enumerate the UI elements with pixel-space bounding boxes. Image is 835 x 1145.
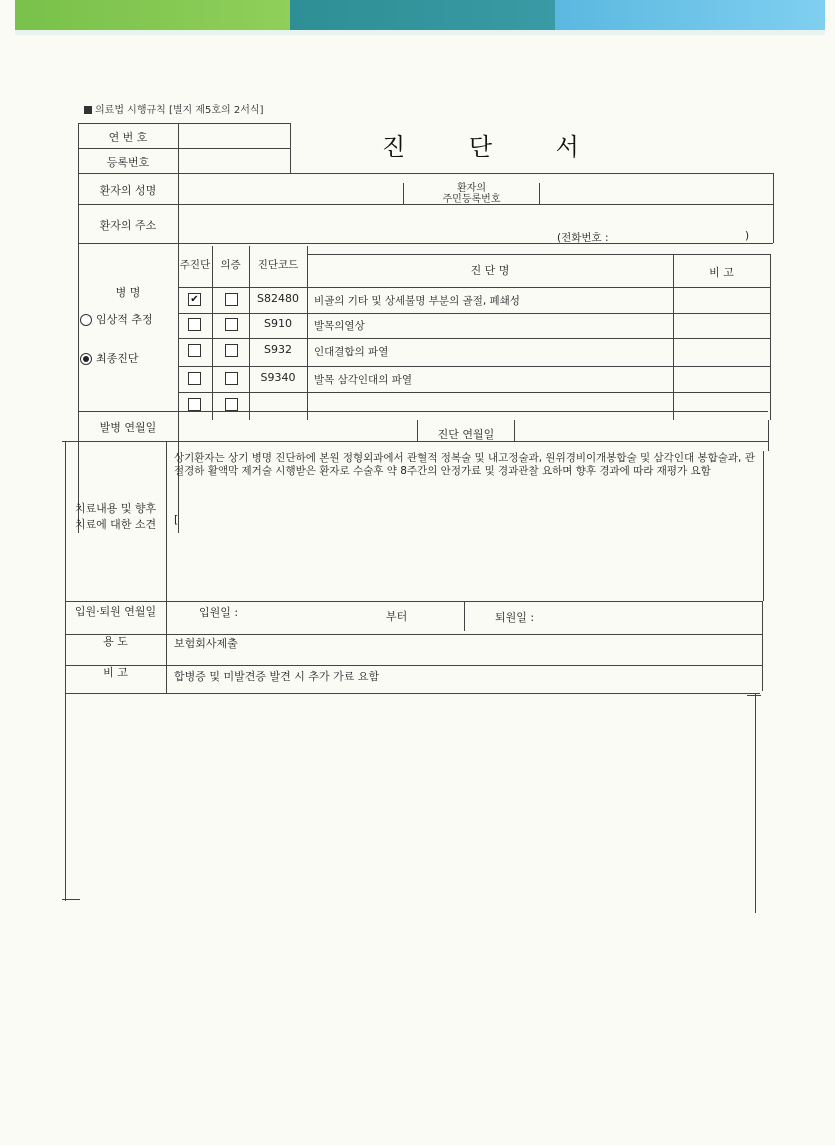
serial-no-field[interactable] [179,124,289,147]
radio-clinical[interactable] [80,311,153,327]
serial-no-label: 연 번 호 [108,131,148,144]
diagnosis-date-field[interactable] [516,421,766,440]
rule [178,366,770,367]
rule [178,287,770,288]
rule [65,601,763,602]
dx-name: 발목 삼각인대의 파열 [314,374,412,386]
rule [78,243,773,244]
main-dx-checkbox[interactable] [188,293,201,306]
admission-label: 입원·퇴원 연월일 [74,605,157,618]
address-label: 환자의 주소 [99,219,157,232]
sub-dx-checkbox[interactable] [225,318,238,331]
rule [178,338,770,339]
patient-name-field[interactable] [180,175,400,202]
treatment-label-line2: 치료에 대한 소견 [74,518,157,531]
rule [768,420,769,451]
rule [770,254,771,420]
header-band-teal [290,0,555,30]
rule [773,173,774,243]
radio-clinical-label: 임상적 추정 [96,313,153,326]
rule [747,695,761,696]
th-sub: 의증 [220,259,241,271]
from-label: 부터 [386,610,408,623]
radio-final-label: 최종진단 [96,352,139,365]
dx-code: S910 [264,317,292,330]
admit-date-label: 입원일 : [199,606,239,619]
treatment-label [65,501,166,533]
phone-close: ) [745,230,750,242]
rule [178,392,770,393]
header-band-blue [555,0,825,30]
phone-label: (전화번호 : [557,232,609,244]
rule [62,441,768,442]
header-band-shadow [15,30,825,35]
treatment-text: 상기환자는 상기 병명 진단하에 본원 정형외과에서 관혈적 정복술 및 내고정술과, 원위경비이개봉합술 및 삼각인대 봉합술과, 관절경하 활액막 제거술 시행받은 환자로 수술후 약 8주간의 안정가료 및 경과관찰 요하며 향후 경과에 따라 재평가 요함 [174,452,755,477]
rule [178,313,770,314]
rule [65,665,762,666]
rule [539,183,540,204]
main-dx-checkbox[interactable] [188,344,201,357]
rule [762,601,763,691]
regulation-text: 의료법 시행규칙 [별지 제5호의 2서식] [95,105,264,116]
th-note: 비 고 [709,266,734,279]
onset-date-field[interactable] [180,413,415,439]
radio-final-icon[interactable] [80,353,92,365]
th-main: 주진단 [179,259,211,271]
rule [65,634,762,635]
sub-dx-checkbox[interactable] [225,344,238,357]
rule [514,420,515,441]
sub-dx-checkbox[interactable] [225,398,238,411]
treatment-label-line1: 치료내용 및 향후 [74,502,157,515]
rule [464,601,465,631]
rule [166,441,167,693]
patient-name-label: 환자의 성명 [99,184,157,197]
dx-name: 발목의열상 [314,320,365,332]
checkmark-icon: ✔ [190,294,199,305]
rule [755,693,756,913]
dx-name: 인대결합의 파열 [314,346,389,358]
disease-label: 병 명 [115,286,141,299]
rule [78,411,768,412]
dx-code: S82480 [257,292,299,305]
radio-clinical-icon[interactable] [80,314,92,326]
radio-final[interactable] [80,350,139,366]
remarks-label: 비 고 [103,666,128,679]
dx-name: 비골의 기타 및 상세불명 부분의 골절, 폐쇄성 [314,295,520,307]
square-bullet-icon [84,106,92,114]
sub-dx-checkbox[interactable] [225,372,238,385]
diagnosis-form [62,121,772,901]
main-dx-checkbox[interactable] [188,372,201,385]
patient-id-field[interactable] [541,175,771,202]
rule [249,246,250,420]
reg-no-label: 등록번호 [106,156,150,169]
rule [212,246,213,420]
reg-no-field[interactable] [179,149,289,172]
address-field[interactable] [180,206,770,226]
discharge-label: 퇴원일 : [495,611,535,624]
rule [307,254,770,255]
regulation-note [84,101,263,116]
rule [290,123,291,173]
onset-date-label: 발병 연월일 [99,421,157,434]
dx-code: S9340 [260,371,296,384]
rule [78,173,773,174]
main-dx-checkbox[interactable] [188,318,201,331]
main-dx-checkbox[interactable] [188,398,201,411]
patient-id-label-line1: 환자의 [457,183,486,194]
usage-label: 용 도 [103,635,128,648]
usage-value: 보험회사제출 [174,637,238,650]
patient-id-label [404,183,539,205]
remarks-value: 합병증 및 미발견증 발견 시 추가 가료 요함 [174,670,380,683]
treatment-extra: [ [174,513,179,526]
diagnosis-date-label: 진단 연월일 [437,428,495,441]
sub-dx-checkbox[interactable] [225,293,238,306]
dx-code: S932 [264,343,292,356]
page-title: 진 단 서 [382,133,607,161]
rule [62,899,80,900]
th-name: 진 단 명 [470,264,510,277]
rule [65,693,760,694]
header-band-green [15,0,290,30]
th-code: 진단코드 [257,259,299,271]
patient-id-label-line2: 주민등록번호 [442,194,501,205]
